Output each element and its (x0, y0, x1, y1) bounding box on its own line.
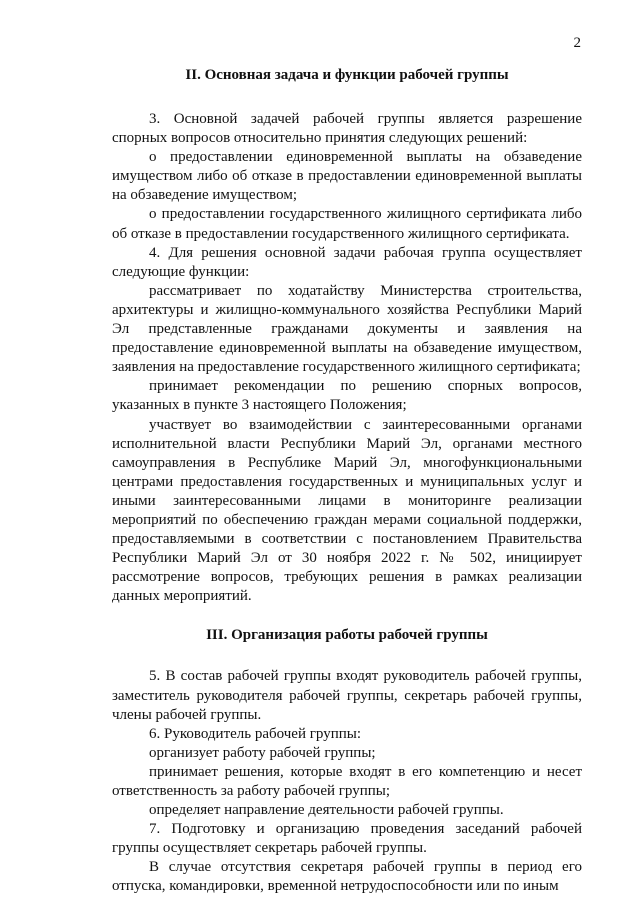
paragraph: принимает рекомендации по решению спорных вопросов, указанных в пункте 3 настоящего Положения; (112, 378, 582, 414)
section-2-heading: II. Основная задача и функции рабочей группы (185, 67, 509, 83)
paragraph: участвует во взаимодействии с заинтересованными органами исполнительной власти Республики Марий Эл, органами местного самоуправления в Республике Марий Эл, многофункциональными центрами предоставления государственных и муниципальных услуг и иными заинтересованными лицами в мониторинге реализации мероприятий по обеспечению граждан мерами социальной поддержки, предоставляемыми в соответствии с постановлением Правительства Республики Марий Эл от 30 ноября 2022 г. № 502, инициирует рассмотрение вопросов, требующих решения в рамках реализации данных мероприятий. (112, 416, 582, 605)
paragraph: определяет направление деятельности рабочей группы. (149, 802, 504, 819)
paragraph: 7. Подготовку и организацию проведения заседаний рабочей группы осуществляет секретарь рабочей группы. (112, 821, 582, 857)
paragraph: принимает решения, которые входят в его компетенцию и несет ответственность за работу рабочей группы; (112, 763, 582, 799)
paragraph: 5. В состав рабочей группы входят руководитель рабочей группы, заместитель руководителя рабочей группы, секретарь рабочей группы, члены рабочей группы. (112, 668, 582, 723)
paragraph: 6. Руководитель рабочей группы: (149, 725, 361, 742)
paragraph: организует работу рабочей группы; (149, 744, 376, 761)
section-3-heading: III. Организация работы рабочей группы (206, 627, 488, 644)
page-number: 2 (573, 35, 581, 51)
paragraph: о предоставлении единовременной выплаты на обзаведение имуществом либо об отказе в предоставлении единовременной выплаты на обзаведение имуществом; (112, 149, 582, 204)
paragraph: о предоставлении государственного жилищного сертификата либо об отказе в предоставлении государственного жилищного сертификата. (112, 206, 582, 242)
paragraph: рассматривает по ходатайству Министерства строительства, архитектуры и жилищно-коммунального хозяйства Республики Марий Эл представленные гражданами документы и заявления на предоставление единовременной выплаты на обзаведение имуществом, заявления на предоставление государственного жилищного сертификата; (112, 282, 582, 376)
document-body (112, 66, 582, 897)
paragraph: 4. Для решения основной задачи рабочая группа осуществляет следующие функции: (112, 244, 582, 280)
paragraph: 3. Основной задачей рабочей группы является разрешение спорных вопросов относительно принятия следующих решений: (112, 111, 582, 147)
paragraph: В случае отсутствия секретаря рабочей группы в период его отпуска, командировки, временной нетрудоспособности или по иным (112, 859, 582, 895)
